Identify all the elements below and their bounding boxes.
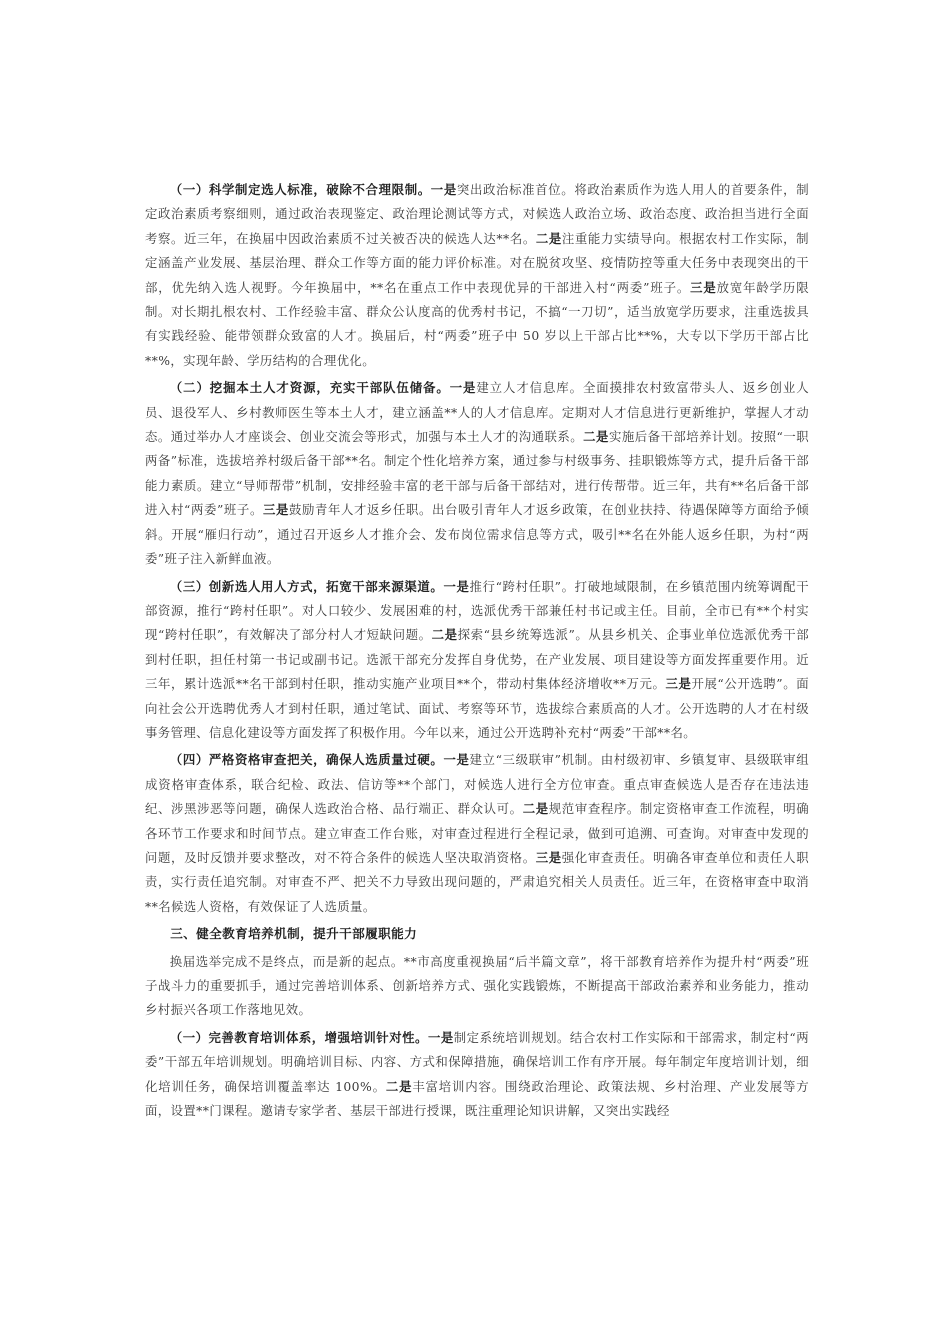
- point-marker: 二是: [522, 801, 549, 817]
- point-text: 丰富培训内容。围绕政治理论、政策法规、乡村治理、产业发展等方面，设置**门课程。邀请专家学者、基层干部进行授课，既注重理论知识讲解，又突出实践经: [145, 1078, 809, 1119]
- point-marker: 二是: [583, 429, 609, 445]
- paragraph-training-system: [145, 1026, 809, 1124]
- point-marker: 二是: [431, 627, 458, 643]
- point-marker: 三是: [665, 676, 692, 692]
- paragraph-qualification-review: [145, 748, 809, 919]
- point-marker: 一是: [430, 182, 457, 197]
- point-text: 建立“三级联审”机制。由村级初审、乡镇复审、县级联审组成资格审查体系，联合纪检、政法、信访等**个部门，对候选人进行全方位审查。重点审查候选人是否存在违法违纪、涉黑涉恶等问题，确保人选政治合格、品行端正、群众认可。: [145, 752, 809, 817]
- paragraph-lead: （一）完善教育培训体系，增强培训针对性。: [169, 1029, 428, 1045]
- point-marker: 一是: [443, 578, 470, 594]
- point-marker: 一是: [449, 380, 477, 396]
- point-marker: 一是: [427, 1029, 454, 1045]
- point-text: 推行“跨村任职”。打破地域限制，在乡镇范围内统筹调配干部资源，推行“跨村任职”。对人口较少、发展困难的村，选派优秀干部兼任村书记或主任。目前，全市已有**个村实现“跨村任职”，有效解决了部分村人才短缺问题。: [145, 578, 809, 643]
- paragraph-innovate-selection: [145, 575, 809, 746]
- point-text: 实施后备干部培养计划。按照“一职两备”标准，选拔培养村级后备干部**名。制定个性化培养方案，通过参与村级事务、挂职锻炼等方式，提升后备干部能力素质。建立“导师帮带”机制，安排经验丰富的老干部与后备干部结对，进行传帮带。近三年，共有**名后备干部进入村“两委”班子。: [145, 429, 809, 518]
- point-marker: 一是: [443, 752, 470, 768]
- point-text: 制定系统培训规划。结合农村工作实际和干部需求，制定村“两委”干部五年培训规划。明确培训目标、内容、方式和保障措施，确保培训工作有序开展。每年制定年度培训计划，细化培训任务，确保培训覆盖率达 100%。: [145, 1029, 809, 1094]
- point-text: 突出政治标准首位。将政治素质作为选人用人的首要条件，制定政治素质考察细则，通过政治表现鉴定、政治理论测试等方式，对候选人政治立场、政治态度、政治担当进行全面考察。近三年，在换届中因政治素质不过关被否决的候选人达**名。: [145, 182, 809, 246]
- paragraph-select-standards: [145, 178, 809, 373]
- point-text: 放宽年龄学历限制。对长期扎根农村、工作经验丰富、群众公认度高的优秀村书记，不搞“一刀切”，适当放宽学历要求，注重选拔具有实践经验、能带领群众致富的人才。换届后，村“两委”班子中 50 岁以上干部占比**%，大专以下学历干部占比**%，实现年龄、学历结构的合理优化。: [145, 279, 809, 368]
- paragraph-section-intro: 换届选举完成不是终点，而是新的起点。**市高度重视换届“后半篇文章”，将干部教育培养作为提升村“两委”班子战斗力的重要抓手，通过完善培训体系、创新培养方式、强化实践锻炼，不断提高干部政治素养和业务能力，推动乡村振兴各项工作落地见效。: [145, 953, 809, 1018]
- point-marker: 二是: [385, 1078, 413, 1094]
- point-marker: 三是: [262, 502, 289, 518]
- point-marker: 三是: [535, 849, 562, 865]
- document-page: [145, 178, 809, 1126]
- paragraph-local-talent: [145, 376, 809, 571]
- point-marker: 二是: [535, 230, 562, 246]
- point-text: 强化审查责任。明确各审查单位和责任人职责，实行责任追究制。对审查不严、把关不力导致出现问题的，严肃追究相关人员责任。近三年，在资格审查中取消**名候选人资格，有效保证了人选质量。: [145, 849, 809, 914]
- section-heading: 三、健全教育培养机制，提升干部履职能力: [170, 926, 418, 942]
- point-text: 探索“县乡统筹选派”。从县乡机关、企事业单位选派优秀干部到村任职，担任村第一书记或副书记。选派干部充分发挥自身优势，在产业发展、项目建设等方面发挥重要作用。近三年，累计选派**名干部到村任职，推动实施产业项目**个，带动村集体经济增收**万元。: [145, 627, 809, 692]
- point-text: 建立人才信息库。全面摸排农村致富带头人、返乡创业人员、退役军人、乡村教师医生等本土人才，建立涵盖**人的人才信息库。定期对人才信息进行更新维护，掌握人才动态。通过举办人才座谈会、创业交流会等形式，加强与本土人才的沟通联系。: [145, 380, 809, 445]
- point-marker: 三是: [690, 279, 717, 295]
- point-text: 鼓励青年人才返乡任职。出台吸引青年人才返乡政策，在创业扶持、待遇保障等方面给予倾斜。开展“雁归行动”，通过召开返乡人才推介会、发布岗位需求信息等方式，吸引**名在外能人返乡任职，为村“两委”班子注入新鲜血液。: [145, 502, 809, 567]
- point-text: 开展“公开选聘”。面向社会公开选聘优秀人才到村任职，通过笔试、面试、考察等环节，选拔综合素质高的人才。公开选聘的人才在村级事务管理、信息化建设等方面发挥了积极作用。今年以来，通过公开选聘补充村“两委”干部**名。: [145, 676, 809, 740]
- paragraph-lead: （四）严格资格审查把关，确保人选质量过硬。: [169, 752, 444, 768]
- paragraph-lead: （二）挖掘本土人才资源，充实干部队伍储备。: [169, 380, 450, 396]
- point-text: 规范审查程序。制定资格审查工作流程，明确各环节工作要求和时间节点。建立审查工作台账，对审查过程进行全程记录，做到可追溯、可查询。对审查中发现的问题，及时反馈并要求整改，对不符合条件的候选人坚决取消资格。: [145, 801, 810, 865]
- paragraph-lead: （三）创新选人用人方式，拓宽干部来源渠道。: [169, 578, 444, 594]
- paragraph-lead: （一）科学制定选人标准，破除不合理限制。: [169, 182, 431, 197]
- point-text: 注重能力实绩导向。根据农村工作实际，制定涵盖产业发展、基层治理、群众工作等方面的能力评价标准。对在脱贫攻坚、疫情防控等重大任务中表现突出的干部，优先纳入选人视野。今年换届中，**名在重点工作中表现优异的干部进入村“两委”班子。: [145, 230, 809, 295]
